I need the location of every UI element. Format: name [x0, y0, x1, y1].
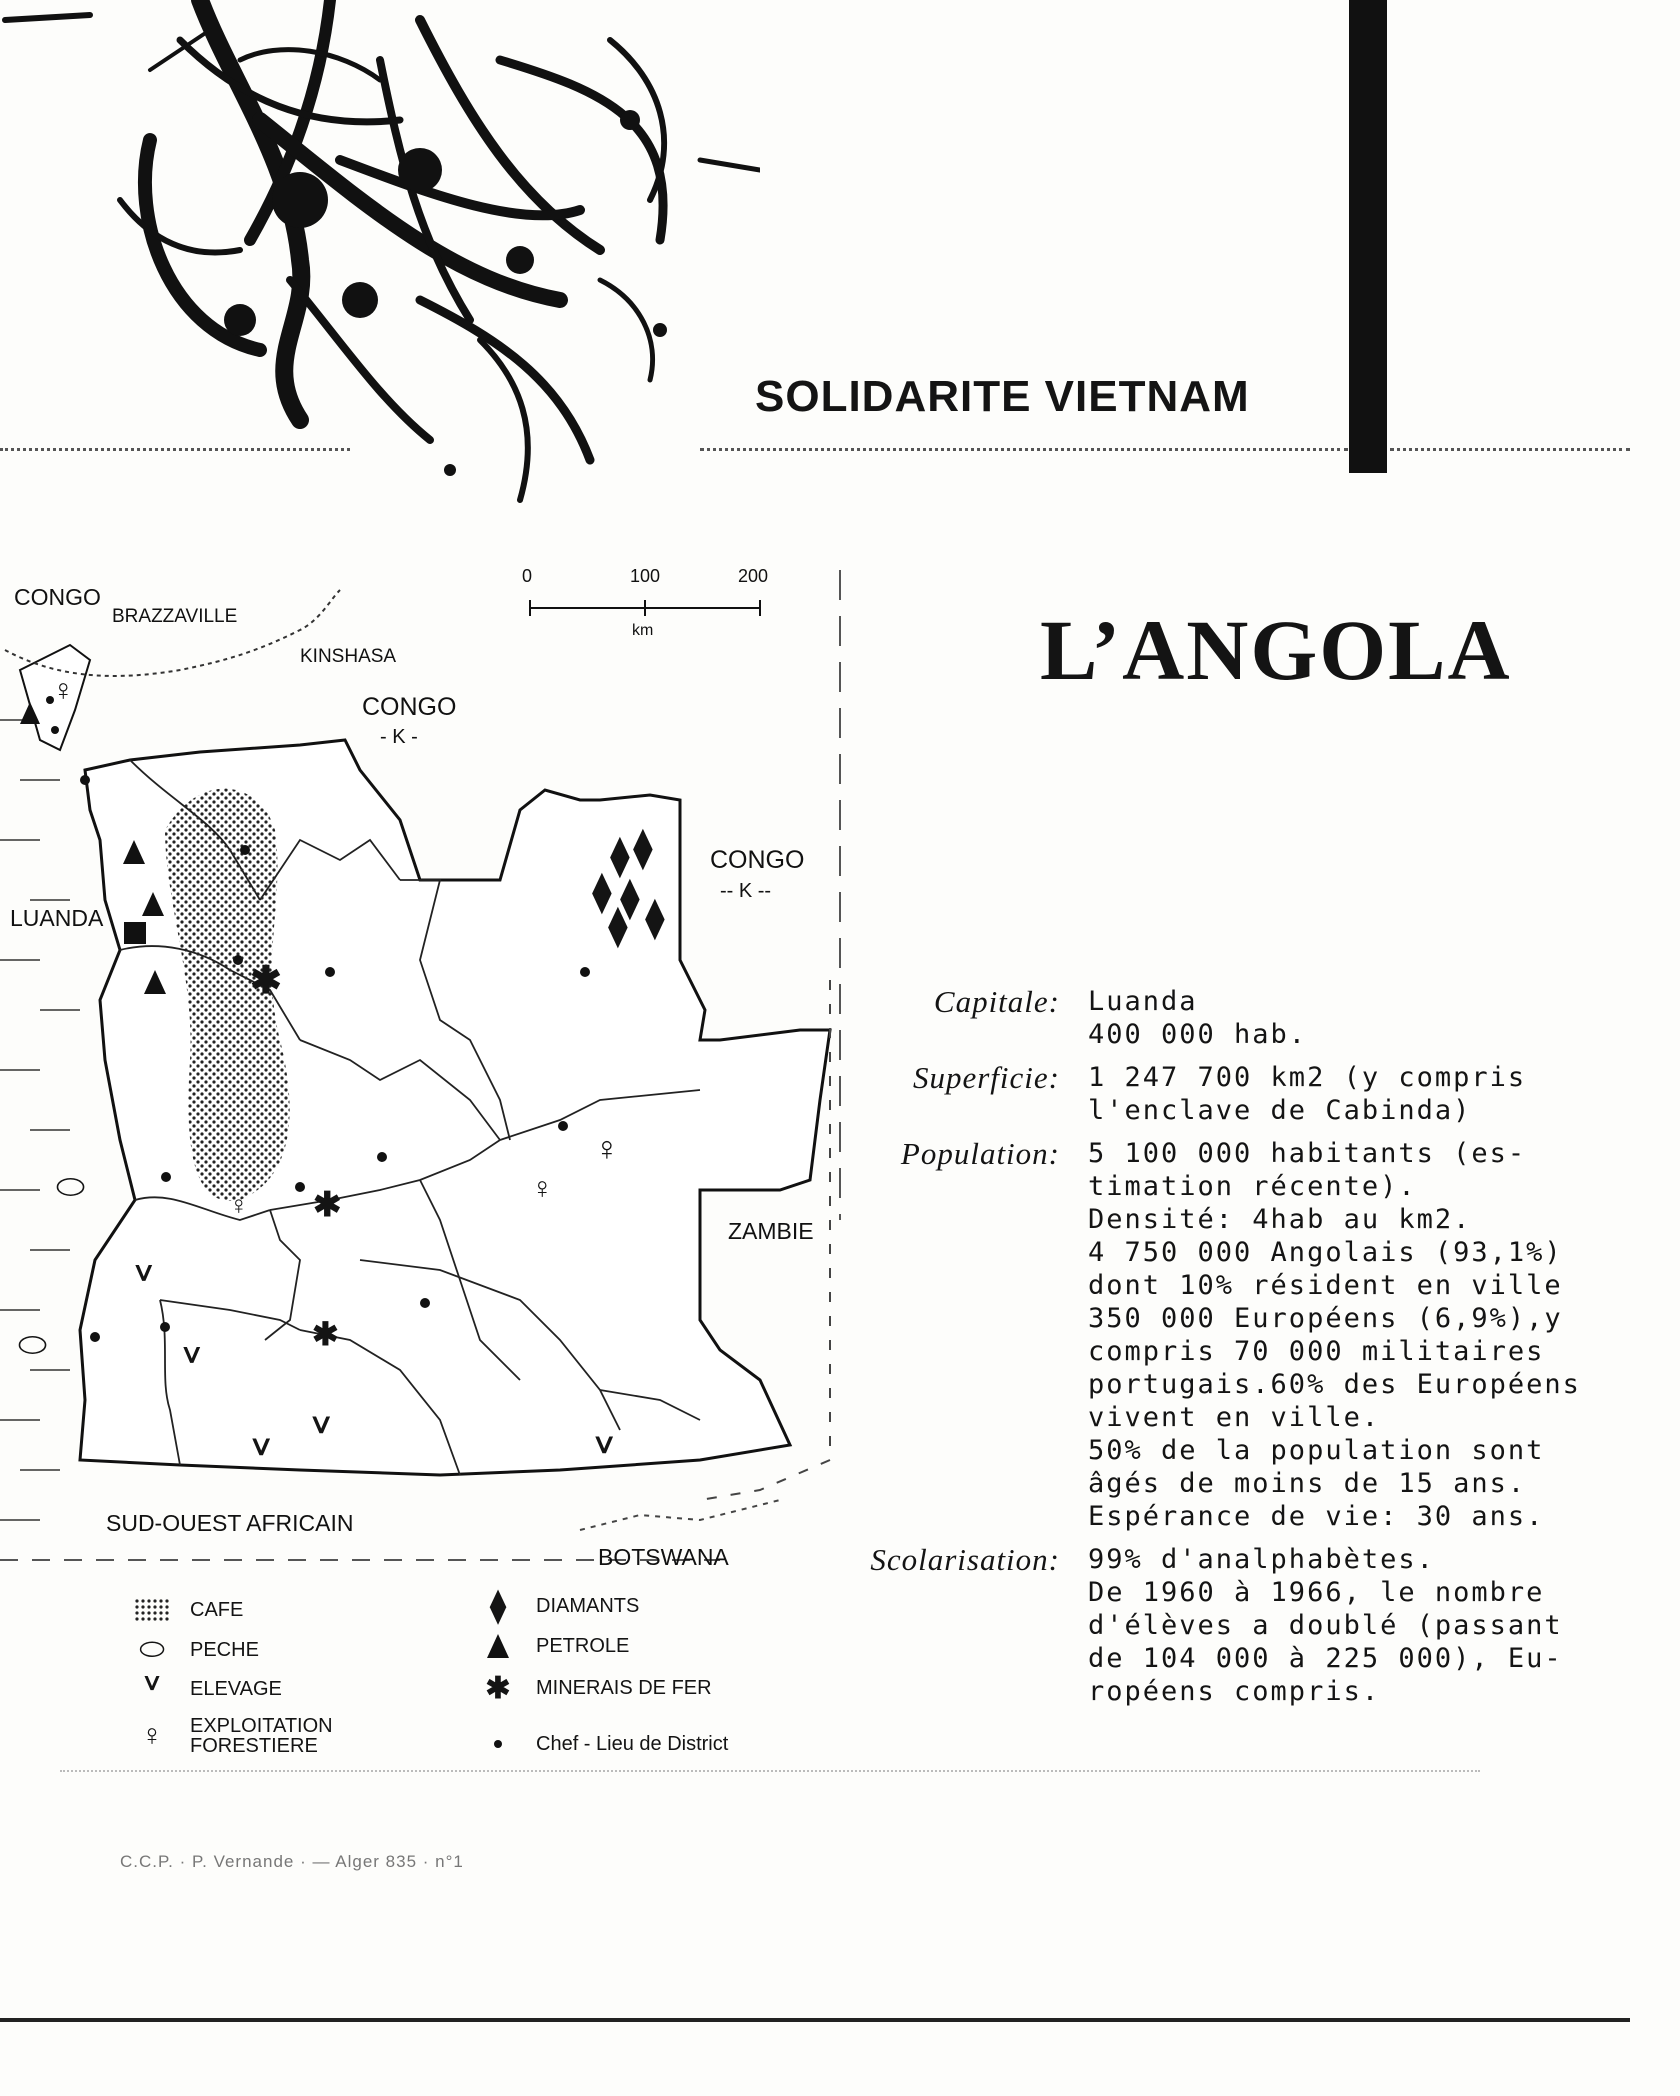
fact-line: 350 000 Européens (6,9%),y — [1088, 1303, 1563, 1334]
map-cattle-icon: ⱽ — [253, 1434, 270, 1476]
map-cattle-icon: ⱽ — [313, 1412, 330, 1454]
map-oil-triangle-icon — [144, 970, 166, 994]
fact-label: Capitale: — [933, 984, 1060, 1019]
map-tree-icon: ♀ — [531, 1172, 554, 1205]
fish-icon: ⬭ — [139, 1633, 165, 1666]
scale-label-0: 0 — [522, 566, 533, 586]
fact-line: 4 750 000 Angolais (93,1%) — [1088, 1237, 1563, 1268]
fact-line: Luanda — [1088, 986, 1198, 1017]
scale-label-100: 100 — [630, 566, 661, 586]
fact-line: De 1960 à 1966, le nombre — [1088, 1577, 1545, 1608]
map-diamond-icon: ⧫ — [592, 870, 612, 914]
legend-label: Chef - Lieu de District — [536, 1733, 729, 1755]
label-congo-k-right-sub: -- K -- — [720, 880, 772, 902]
map-oil-triangle-icon — [123, 840, 145, 864]
label-brazzaville: BRAZZAVILLE — [112, 606, 238, 627]
scale-unit: km — [632, 622, 654, 639]
map-fish-icon: ⬭ — [18, 1326, 48, 1364]
legend-label: PETROLE — [536, 1635, 630, 1657]
fact-line: timation récente). — [1088, 1171, 1417, 1202]
map-fish-icon: ⬭ — [56, 1168, 86, 1206]
coffee-pattern-icon — [132, 1594, 172, 1626]
legend-item-cafe — [132, 1594, 243, 1626]
fact-line: compris 70 000 militaires — [1088, 1336, 1545, 1367]
fact-population — [820, 1137, 1650, 1533]
header-dotted-rule-left — [0, 448, 350, 451]
map-tree-icon: ♀ — [229, 1190, 249, 1220]
legend-label: EXPLOITATION FORESTIERE — [190, 1715, 333, 1757]
legend-item-exploitation-forestiere — [132, 1716, 333, 1756]
fact-superficie — [820, 1061, 1650, 1127]
cattle-icon: ⱽ — [145, 1671, 159, 1707]
label-luanda: LUANDA — [10, 905, 104, 931]
map-oil-block-icon — [124, 922, 146, 944]
ore-star-icon: ✱ — [485, 1671, 511, 1705]
label-botswana: BOTSWANA — [598, 1544, 729, 1570]
fact-label: Scolarisation: — [870, 1542, 1060, 1577]
tree-icon: ♀ — [140, 1719, 164, 1752]
map-cattle-icon: ⱽ — [184, 1341, 200, 1382]
fact-label: Population: — [900, 1136, 1060, 1171]
legend-item-elevage — [132, 1673, 282, 1705]
map-cattle-icon: ⱽ — [136, 1259, 152, 1300]
fact-line: 99% d'analphabètes. — [1088, 1544, 1435, 1575]
map-diamond-icon: ⧫ — [620, 876, 640, 920]
fact-line: dont 10% résident en ville — [1088, 1270, 1563, 1301]
page-title: L’ANGOLA — [1040, 602, 1512, 698]
fact-line: 1 247 700 km2 (y compris — [1088, 1062, 1527, 1093]
fact-line: vivent en ville. — [1088, 1402, 1381, 1433]
map-ore-star-icon: ✱ — [312, 1316, 339, 1352]
map-ore-star-icon: ✱ — [313, 1186, 342, 1224]
fact-capitale — [820, 985, 1650, 1051]
footer-dotted-rule — [60, 1770, 1480, 1772]
oil-triangle-icon — [478, 1630, 518, 1662]
facts-panel — [820, 985, 1650, 1718]
dot-icon — [478, 1728, 518, 1760]
legend-item-peche — [132, 1634, 259, 1666]
header-dotted-rule-middle — [700, 448, 1348, 451]
legend-label: ELEVAGE — [190, 1678, 282, 1700]
scale-label-200: 200 — [738, 566, 769, 586]
map-ore-star-icon: ✱ — [250, 960, 282, 1002]
map-cattle-icon: ⱽ — [596, 1432, 613, 1474]
legend-label: CAFE — [190, 1599, 244, 1621]
legend-label: MINERAIS DE FER — [536, 1677, 712, 1699]
legend-item-petrole — [478, 1630, 629, 1662]
map-oil-triangle-icon — [20, 702, 40, 724]
banner-title: SOLIDARITE VIETNAM — [755, 372, 1250, 421]
label-congo-k-right: CONGO — [710, 846, 805, 874]
legend-item-diamants — [478, 1587, 640, 1625]
legend-label: DIAMANTS — [536, 1595, 640, 1617]
label-congo-k-top-sub: - K - — [380, 726, 418, 748]
fact-scolarisation — [820, 1543, 1650, 1708]
label-sud-ouest-africain: SUD-OUEST AFRICAIN — [106, 1510, 354, 1536]
legend-item-chef-lieu — [478, 1728, 728, 1760]
fact-label: Superficie: — [912, 1060, 1060, 1095]
fact-line: 400 000 hab. — [1088, 1019, 1308, 1050]
fact-line: l'enclave de Cabinda) — [1088, 1095, 1472, 1126]
fact-line: d'élèves a doublé (passant — [1088, 1610, 1563, 1641]
legend-label: PECHE — [190, 1639, 259, 1661]
fact-line: âgés de moins de 15 ans. — [1088, 1468, 1527, 1499]
abstract-ink-drawing — [0, 0, 760, 520]
legend-item-minerais-de-fer — [478, 1672, 712, 1704]
map-tree-icon: ♀ — [52, 674, 75, 707]
fact-line: portugais.60% des Européens — [1088, 1369, 1581, 1400]
map-oil-triangle-icon — [142, 892, 164, 916]
map-diamond-icon: ⧫ — [610, 834, 630, 878]
fact-line: de 104 000 à 225 000), Eu- — [1088, 1643, 1563, 1674]
diamond-icon: ⧫ — [489, 1587, 507, 1625]
label-zambie: ZAMBIE — [728, 1218, 814, 1244]
map-diamond-icon: ⧫ — [608, 904, 628, 948]
fact-line: 50% de la population sont — [1088, 1435, 1545, 1466]
bottom-rule — [0, 2018, 1630, 2022]
map-diamond-icon: ⧫ — [633, 826, 653, 870]
fact-line: ropéens compris. — [1088, 1676, 1381, 1707]
fact-line: Espérance de vie: 30 ans. — [1088, 1501, 1545, 1532]
label-kinshasa: KINSHASA — [300, 646, 397, 667]
scale-bar — [530, 600, 760, 616]
header-vertical-bar — [1349, 0, 1387, 473]
fact-line: Densité: 4hab au km2. — [1088, 1204, 1472, 1235]
footer-ccp-line: C.C.P. · P. Vernande · — Alger 835 · n°1 — [120, 1852, 464, 1871]
label-congo-k-top: CONGO — [362, 693, 457, 721]
fact-line: 5 100 000 habitants (es- — [1088, 1138, 1527, 1169]
header-dotted-rule-right — [1390, 448, 1630, 451]
map-diamond-icon: ⧫ — [645, 896, 665, 940]
label-congo-brazzaville: CONGO — [14, 584, 101, 610]
map-tree-icon: ♀ — [594, 1130, 620, 1168]
